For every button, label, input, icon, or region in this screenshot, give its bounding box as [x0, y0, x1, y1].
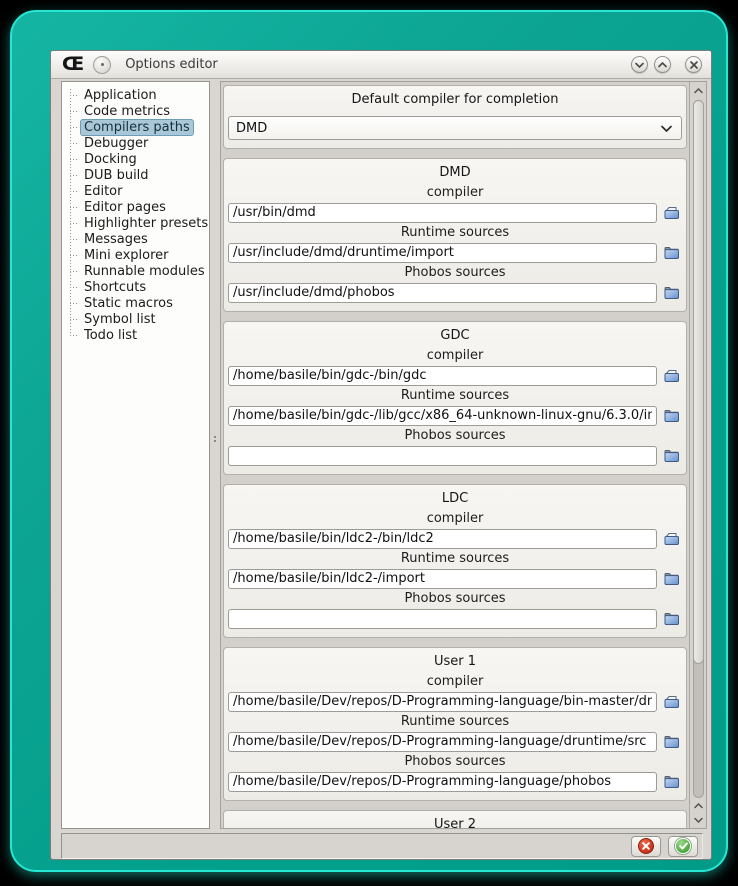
- sidebar-item-code-metrics[interactable]: Code metrics: [62, 103, 209, 119]
- browse-file-button[interactable]: [662, 367, 682, 385]
- group-title: GDC: [440, 328, 470, 343]
- scrollbar-thumb[interactable]: [693, 100, 704, 664]
- field-label: compiler: [426, 674, 484, 689]
- scroll-up-button[interactable]: [690, 83, 706, 99]
- category-tree: [62, 87, 209, 343]
- categories-sidebar: [61, 81, 210, 829]
- scroll-up-button-secondary[interactable]: [690, 799, 706, 813]
- window-menu-button[interactable]: [93, 56, 111, 74]
- folder-icon: [663, 285, 681, 300]
- scroll-down-button[interactable]: [690, 813, 706, 827]
- field-label: Phobos sources: [404, 428, 506, 443]
- field-label: compiler: [426, 185, 484, 200]
- user1-phobos-input[interactable]: [228, 772, 657, 792]
- gdc-phobos-input[interactable]: [228, 446, 657, 466]
- default-compiler-select[interactable]: [228, 116, 682, 140]
- user1-group: [223, 647, 687, 801]
- browse-folder-button[interactable]: [662, 733, 682, 751]
- group-title: DMD: [439, 165, 471, 180]
- shade-button[interactable]: [631, 56, 648, 73]
- sidebar-item-application[interactable]: Application: [62, 87, 209, 103]
- sidebar-item-runnable-modules[interactable]: Runnable modules: [62, 263, 209, 279]
- folder-icon: [663, 611, 681, 626]
- cancel-button[interactable]: [631, 836, 661, 857]
- sidebar-item-dub-build[interactable]: DUB build: [62, 167, 209, 183]
- sidebar-item-debugger[interactable]: Debugger: [62, 135, 209, 151]
- file-open-icon: [663, 531, 681, 546]
- sidebar-item-static-macros[interactable]: Static macros: [62, 295, 209, 311]
- browse-file-button[interactable]: [662, 530, 682, 548]
- gdc-runtime-input[interactable]: [228, 406, 657, 426]
- options-editor-window: [50, 50, 712, 860]
- combo-value: DMD: [236, 120, 268, 136]
- chevron-down-icon: [661, 125, 672, 132]
- field-label: Runtime sources: [400, 551, 510, 566]
- field-label: Phobos sources: [404, 591, 506, 606]
- file-open-icon: [663, 205, 681, 220]
- sidebar-item-shortcuts[interactable]: Shortcuts: [62, 279, 209, 295]
- user2-group: [223, 810, 687, 828]
- scroll-up-icon: [694, 803, 703, 809]
- folder-icon: [663, 245, 681, 260]
- sidebar-item-docking[interactable]: Docking: [62, 151, 209, 167]
- unshade-button[interactable]: [654, 56, 671, 73]
- window-frame: [10, 10, 728, 872]
- file-open-icon: [663, 694, 681, 709]
- close-button[interactable]: [685, 56, 702, 73]
- browse-folder-button[interactable]: [662, 570, 682, 588]
- folder-icon: [663, 408, 681, 423]
- titlebar: [51, 51, 711, 79]
- field-label: compiler: [426, 511, 484, 526]
- browse-file-button[interactable]: [662, 204, 682, 222]
- chevron-up-icon: [658, 62, 667, 68]
- ldc-compiler-input[interactable]: [228, 529, 657, 549]
- group-title: User 1: [433, 654, 477, 669]
- field-label: compiler: [426, 348, 484, 363]
- field-label: Runtime sources: [400, 225, 510, 240]
- sidebar-item-editor[interactable]: Editor: [62, 183, 209, 199]
- scrollbar-track[interactable]: [693, 100, 704, 798]
- close-icon: [690, 61, 698, 69]
- sidebar-item-mini-explorer[interactable]: Mini explorer: [62, 247, 209, 263]
- ldc-phobos-input[interactable]: [228, 609, 657, 629]
- browse-folder-button[interactable]: [662, 610, 682, 628]
- field-label: Runtime sources: [400, 388, 510, 403]
- sidebar-splitter[interactable]: [210, 81, 220, 829]
- group-title: User 2: [433, 817, 477, 828]
- user1-runtime-input[interactable]: [228, 732, 657, 752]
- sidebar-item-messages[interactable]: Messages: [62, 231, 209, 247]
- browse-file-button[interactable]: [662, 693, 682, 711]
- sidebar-item-symbol-list[interactable]: Symbol list: [62, 311, 209, 327]
- dmd-phobos-input[interactable]: [228, 283, 657, 303]
- file-open-icon: [663, 368, 681, 383]
- ldc-runtime-input[interactable]: [228, 569, 657, 589]
- ldc-group: [223, 484, 687, 638]
- browse-folder-button[interactable]: [662, 447, 682, 465]
- user1-compiler-input[interactable]: [228, 692, 657, 712]
- folder-icon: [663, 774, 681, 789]
- group-title: LDC: [441, 491, 469, 506]
- sidebar-item-editor-pages[interactable]: Editor pages: [62, 199, 209, 215]
- default-compiler-group: [223, 85, 687, 149]
- field-label: Phobos sources: [404, 265, 506, 280]
- folder-icon: [663, 448, 681, 463]
- gdc-compiler-input[interactable]: [228, 366, 657, 386]
- cancel-icon: [638, 838, 654, 854]
- scroll-up-icon: [694, 88, 703, 94]
- browse-folder-button[interactable]: [662, 773, 682, 791]
- gdc-group: [223, 321, 687, 475]
- dmd-group: [223, 158, 687, 312]
- folder-icon: [663, 734, 681, 749]
- dmd-compiler-input[interactable]: [228, 203, 657, 223]
- sidebar-item-compilers-paths[interactable]: Compilers paths: [62, 119, 209, 135]
- compilers-paths-panel: [220, 81, 707, 829]
- dmd-runtime-input[interactable]: [228, 243, 657, 263]
- accept-button[interactable]: [668, 836, 698, 857]
- browse-folder-button[interactable]: [662, 284, 682, 302]
- browse-folder-button[interactable]: [662, 244, 682, 262]
- folder-icon: [663, 571, 681, 586]
- sidebar-item-highlighter-presets[interactable]: Highlighter presets: [62, 215, 209, 231]
- chevron-down-icon: [635, 62, 644, 68]
- window-title: Options editor: [125, 57, 218, 72]
- status-bar: [61, 833, 703, 859]
- browse-folder-button[interactable]: [662, 407, 682, 425]
- coedit-logo-icon: Œ: [62, 53, 83, 75]
- scroll-down-icon: [694, 817, 703, 823]
- sidebar-item-todo-list[interactable]: Todo list: [62, 327, 209, 343]
- scroll-viewport: [221, 82, 689, 828]
- vertical-scrollbar[interactable]: [689, 82, 706, 828]
- ok-icon: [675, 838, 691, 854]
- field-label: Runtime sources: [400, 714, 510, 729]
- dialog-body: [51, 79, 711, 829]
- field-label: Phobos sources: [404, 754, 506, 769]
- group-title: Default compiler for completion: [351, 92, 559, 107]
